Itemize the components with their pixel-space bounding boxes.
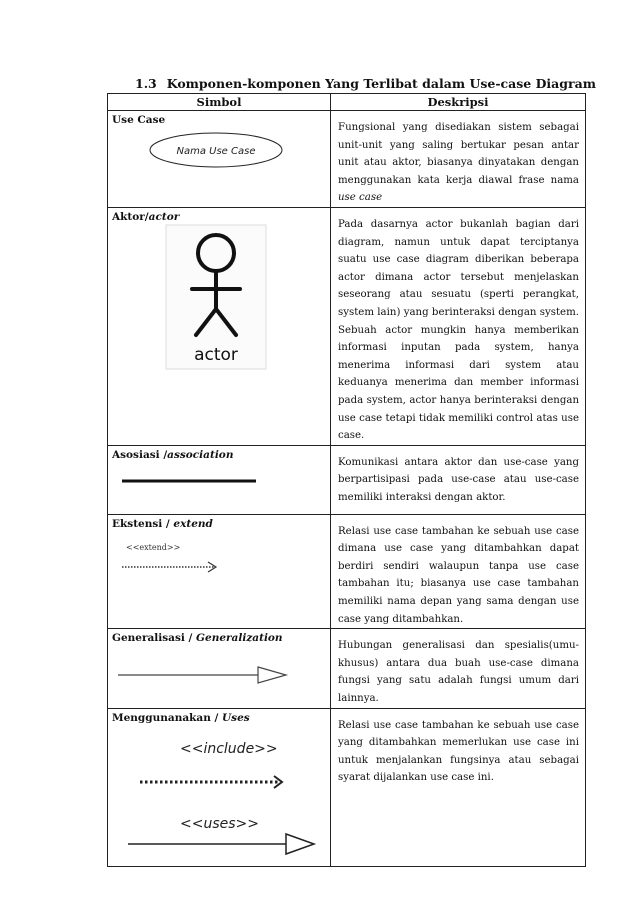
row-title: Generalisasi / [112, 632, 197, 645]
generalization-arrow-symbol [108, 644, 330, 694]
actor-figure-icon [108, 223, 330, 373]
description-cell [331, 514, 586, 629]
row-title: Ekstensi / [112, 517, 174, 530]
row-title-em: actor [148, 210, 180, 223]
uses-arrows-symbol [108, 724, 330, 864]
symbol-cell [108, 629, 331, 708]
table-row [108, 111, 586, 208]
actor-label: actor [194, 344, 238, 365]
description-cell [331, 111, 586, 208]
table-row [108, 629, 586, 708]
extend-arrow-symbol [108, 530, 330, 610]
row-description: Fungsional yang disediakan sistem sebagai unit-unit yang saling bertukar pesan antar unit atau aktor, biasanya dinyatakan dengan menggunakan kata kerja diawal frase nama [338, 122, 579, 186]
description-cell [331, 445, 586, 514]
symbol-cell [108, 708, 331, 866]
row-description: Relasi use case tambahan ke sebuah use case dimana use case yang ditambahkan dapat berdiri sendiri walaupun tanpa use case tambahan itu; biasanya use case tambahan memiliki nama depan yang sama dengan use case yang ditambahkan. [338, 525, 579, 625]
row-description: Relasi use case tambahan ke sebuah use case yang ditambahkan memerlukan use case ini untuk menjalankan fungsinya atau sebagai syarat dijalankan use case ini. [338, 719, 579, 784]
table-row [108, 445, 586, 514]
symbol-cell [108, 111, 331, 208]
symbol-cell [108, 514, 331, 629]
uses-label: <<uses>> [180, 815, 259, 832]
table-row [108, 708, 586, 866]
header-simbol: Simbol [108, 94, 331, 111]
description-cell [331, 207, 586, 445]
row-title: Use Case [112, 114, 166, 126]
include-label: <<include>> [180, 740, 278, 757]
row-title-em: extend [173, 517, 213, 530]
section-heading [135, 76, 596, 91]
section-number: 1.3 [135, 76, 157, 91]
table-row [108, 514, 586, 629]
table-header-row [108, 94, 586, 111]
description-cell [331, 629, 586, 708]
symbol-cell [108, 445, 331, 514]
header-deskripsi: Deskripsi [331, 94, 586, 111]
table-row [108, 207, 586, 445]
use-case-components-table [107, 93, 586, 867]
row-title: Menggunanakan / [112, 711, 222, 724]
symbol-cell [108, 207, 331, 445]
row-title-em: Uses [222, 711, 250, 724]
use-case-ellipse-symbol [108, 126, 330, 186]
description-cell [331, 708, 586, 866]
row-description: Pada dasarnya actor bukanlah bagian dari diagram, namun untuk dapat terciptanya suatu use case diagram diberikan beberapa actor dimana actor tersebut menjelaskan seseorang atau sesuatu (sperti perangkat, system lain) yang berinteraksi dengan system. Sebuah actor mungkin hanya memberikan informasi inputan pada system, hanya menerima informasi dari system atau keduanya menerima dan member informasi pada system, actor hanya berinteraksi dengan use case tetapi tidak memiliki control atas use case. [338, 218, 579, 442]
section-title: Komponen-komponen Yang Terlibat dalam Use-case Diagram [166, 76, 596, 91]
extend-label: <<extend>> [126, 542, 181, 552]
row-description-em: use case [338, 192, 383, 204]
row-description: Hubungan generalisasi dan spesialis(umu-khusus) antara dua buah use-case dimana fungsi yang satu adalah fungsi umum dari lainnya. [338, 640, 579, 705]
row-title-em: association [167, 448, 234, 461]
row-description: Komunikasi antara aktor dan use-case yang berpartisipasi pada use-case atau use-case memiliki interaksi dengan aktor. [338, 456, 579, 503]
use-case-label: Nama Use Case [176, 146, 256, 157]
row-title: Aktor/ [112, 210, 149, 223]
association-line-symbol [108, 461, 330, 501]
row-title-em: Generalization [196, 632, 283, 645]
row-title: Asosiasi / [112, 448, 168, 461]
